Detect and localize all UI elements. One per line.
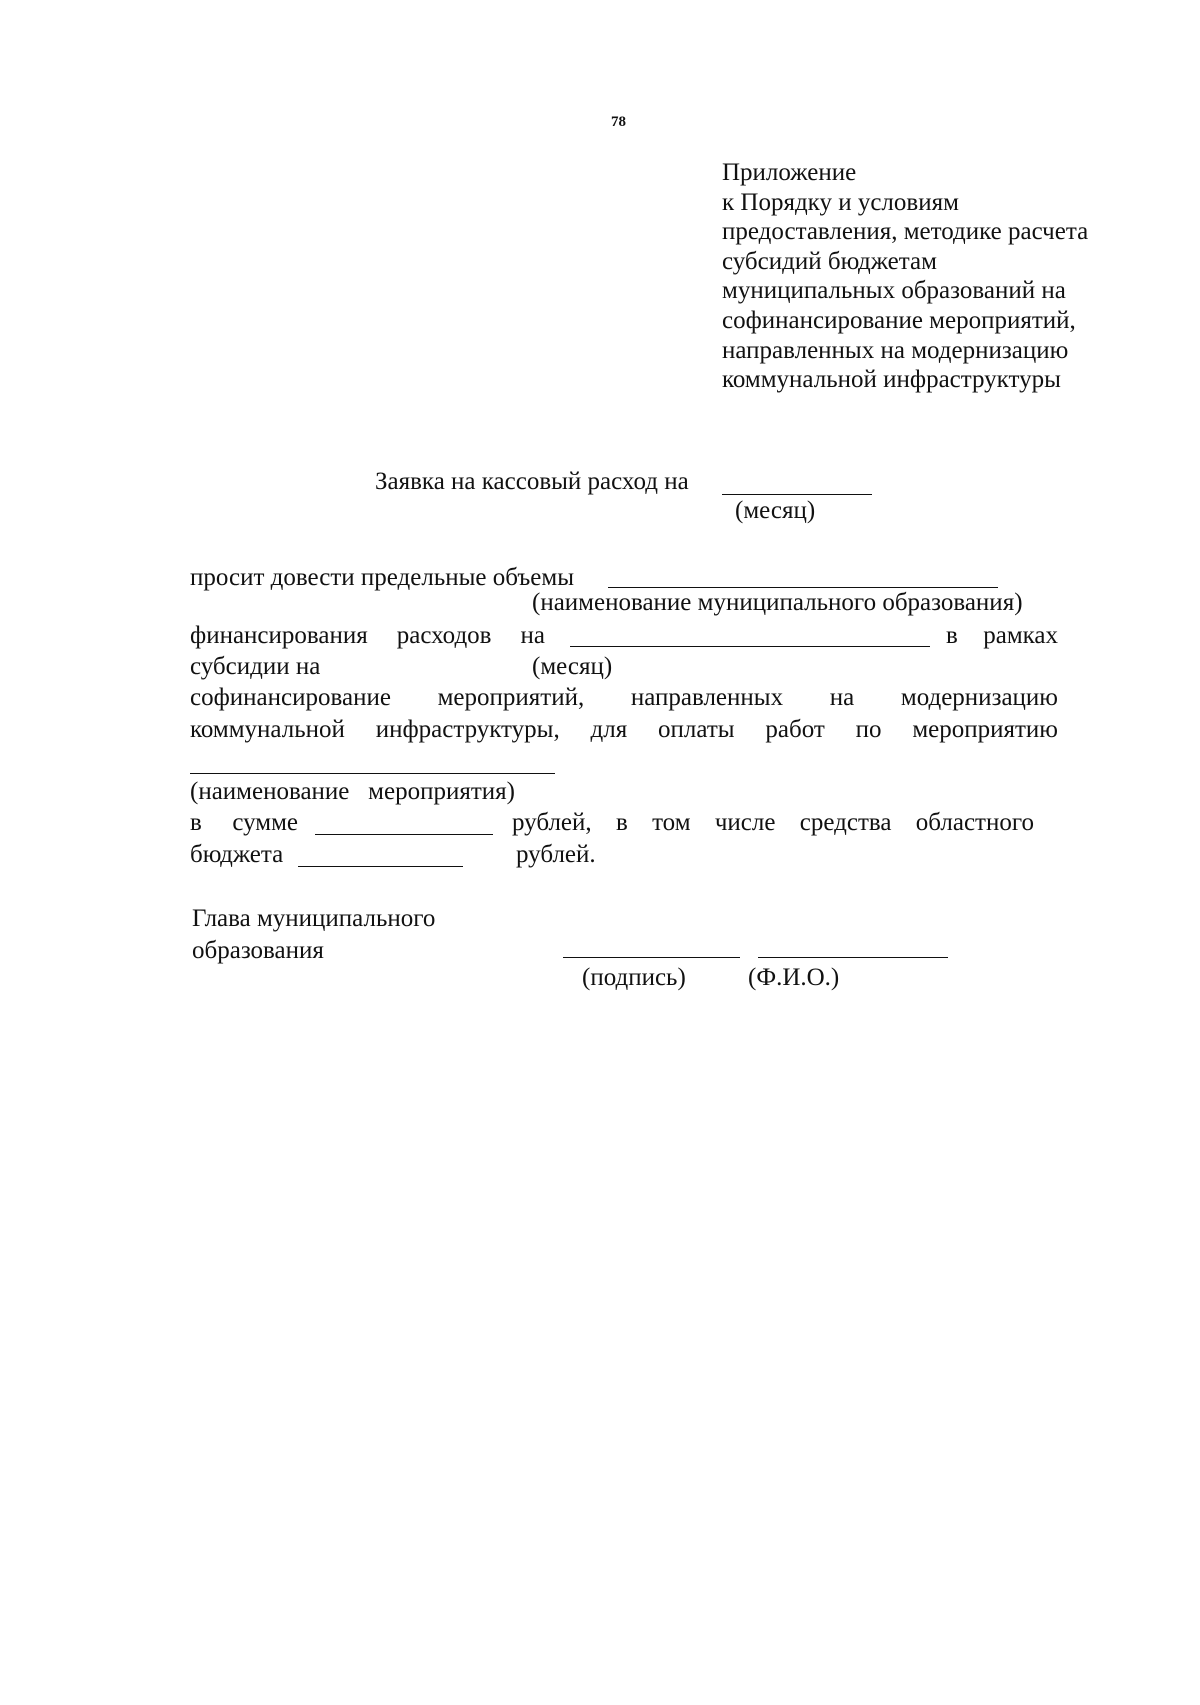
head-title-line2: образования [192,937,324,964]
appendix-line: муниципальных образований на [722,277,1066,305]
appendix-line: софинансирование мероприятий, [722,306,1076,334]
word: мероприятий, [437,684,585,711]
word: в [615,809,628,836]
asks-text: просит довести предельные объемы [190,564,574,591]
month-caption-2: (месяц) [532,653,613,680]
word: в [946,622,958,649]
page-number: 78 [611,114,626,130]
word: числе [714,809,776,836]
word: инфраструктуры, [375,716,560,743]
word: по [855,716,882,743]
word: расходов [396,622,492,649]
appendix-line: предоставления, методике расчета [722,218,1089,246]
word: оплаты [658,716,735,743]
sum-words [190,808,298,838]
word: средства [799,809,892,836]
financing-words [190,621,545,651]
word: на [520,622,545,649]
appendix-line: к Порядку и условиям [722,188,959,216]
signature-caption: (подпись) [582,964,686,991]
budget-text: бюджета [190,841,284,868]
word: в [190,809,202,836]
appendix-line: субсидий бюджетам [722,247,937,275]
within-words [946,621,1058,651]
word: для [590,716,628,743]
cofinancing-line [190,683,1058,713]
appendix-line: направленных на модернизацию [722,336,1069,364]
rubles-words [512,808,1034,838]
word: рамках [983,622,1058,649]
word: финансирования [190,622,368,649]
head-title-line1: Глава муниципального [192,905,436,932]
budget-blank-line[interactable] [298,866,463,867]
sum-blank-line[interactable] [315,834,493,835]
word: рублей, [512,809,592,836]
municipality-caption: (наименование муниципального образования) [532,589,1023,616]
appendix-line: Приложение [722,159,857,186]
word: модернизацию [900,684,1058,711]
form-title: Заявка на кассовый расход на [375,468,689,495]
appendix-line: коммунальной инфраструктуры [722,366,1061,394]
fio-blank-line[interactable] [758,957,948,958]
word: сумме [232,809,298,836]
word: коммунальной [190,716,345,743]
word: софинансирование [190,684,391,711]
communal-line [190,715,1058,745]
event-caption: (наименование мероприятия) [190,778,515,805]
word: на [829,684,855,711]
month-caption: (месяц) [735,497,816,524]
word: том [652,809,691,836]
event-blank-line[interactable] [190,773,555,774]
fio-caption: (Ф.И.О.) [748,964,840,991]
word: направленных [630,684,784,711]
signature-blank-line[interactable] [563,957,740,958]
word: работ [765,716,825,743]
word: областного [915,809,1034,836]
appendix-header [722,158,1162,395]
word: мероприятию [912,716,1058,743]
subsidy-text: субсидии на [190,653,321,680]
rubles-end-text: рублей. [516,841,596,868]
period-blank-line[interactable] [570,646,930,647]
month-blank-line[interactable] [722,494,872,495]
